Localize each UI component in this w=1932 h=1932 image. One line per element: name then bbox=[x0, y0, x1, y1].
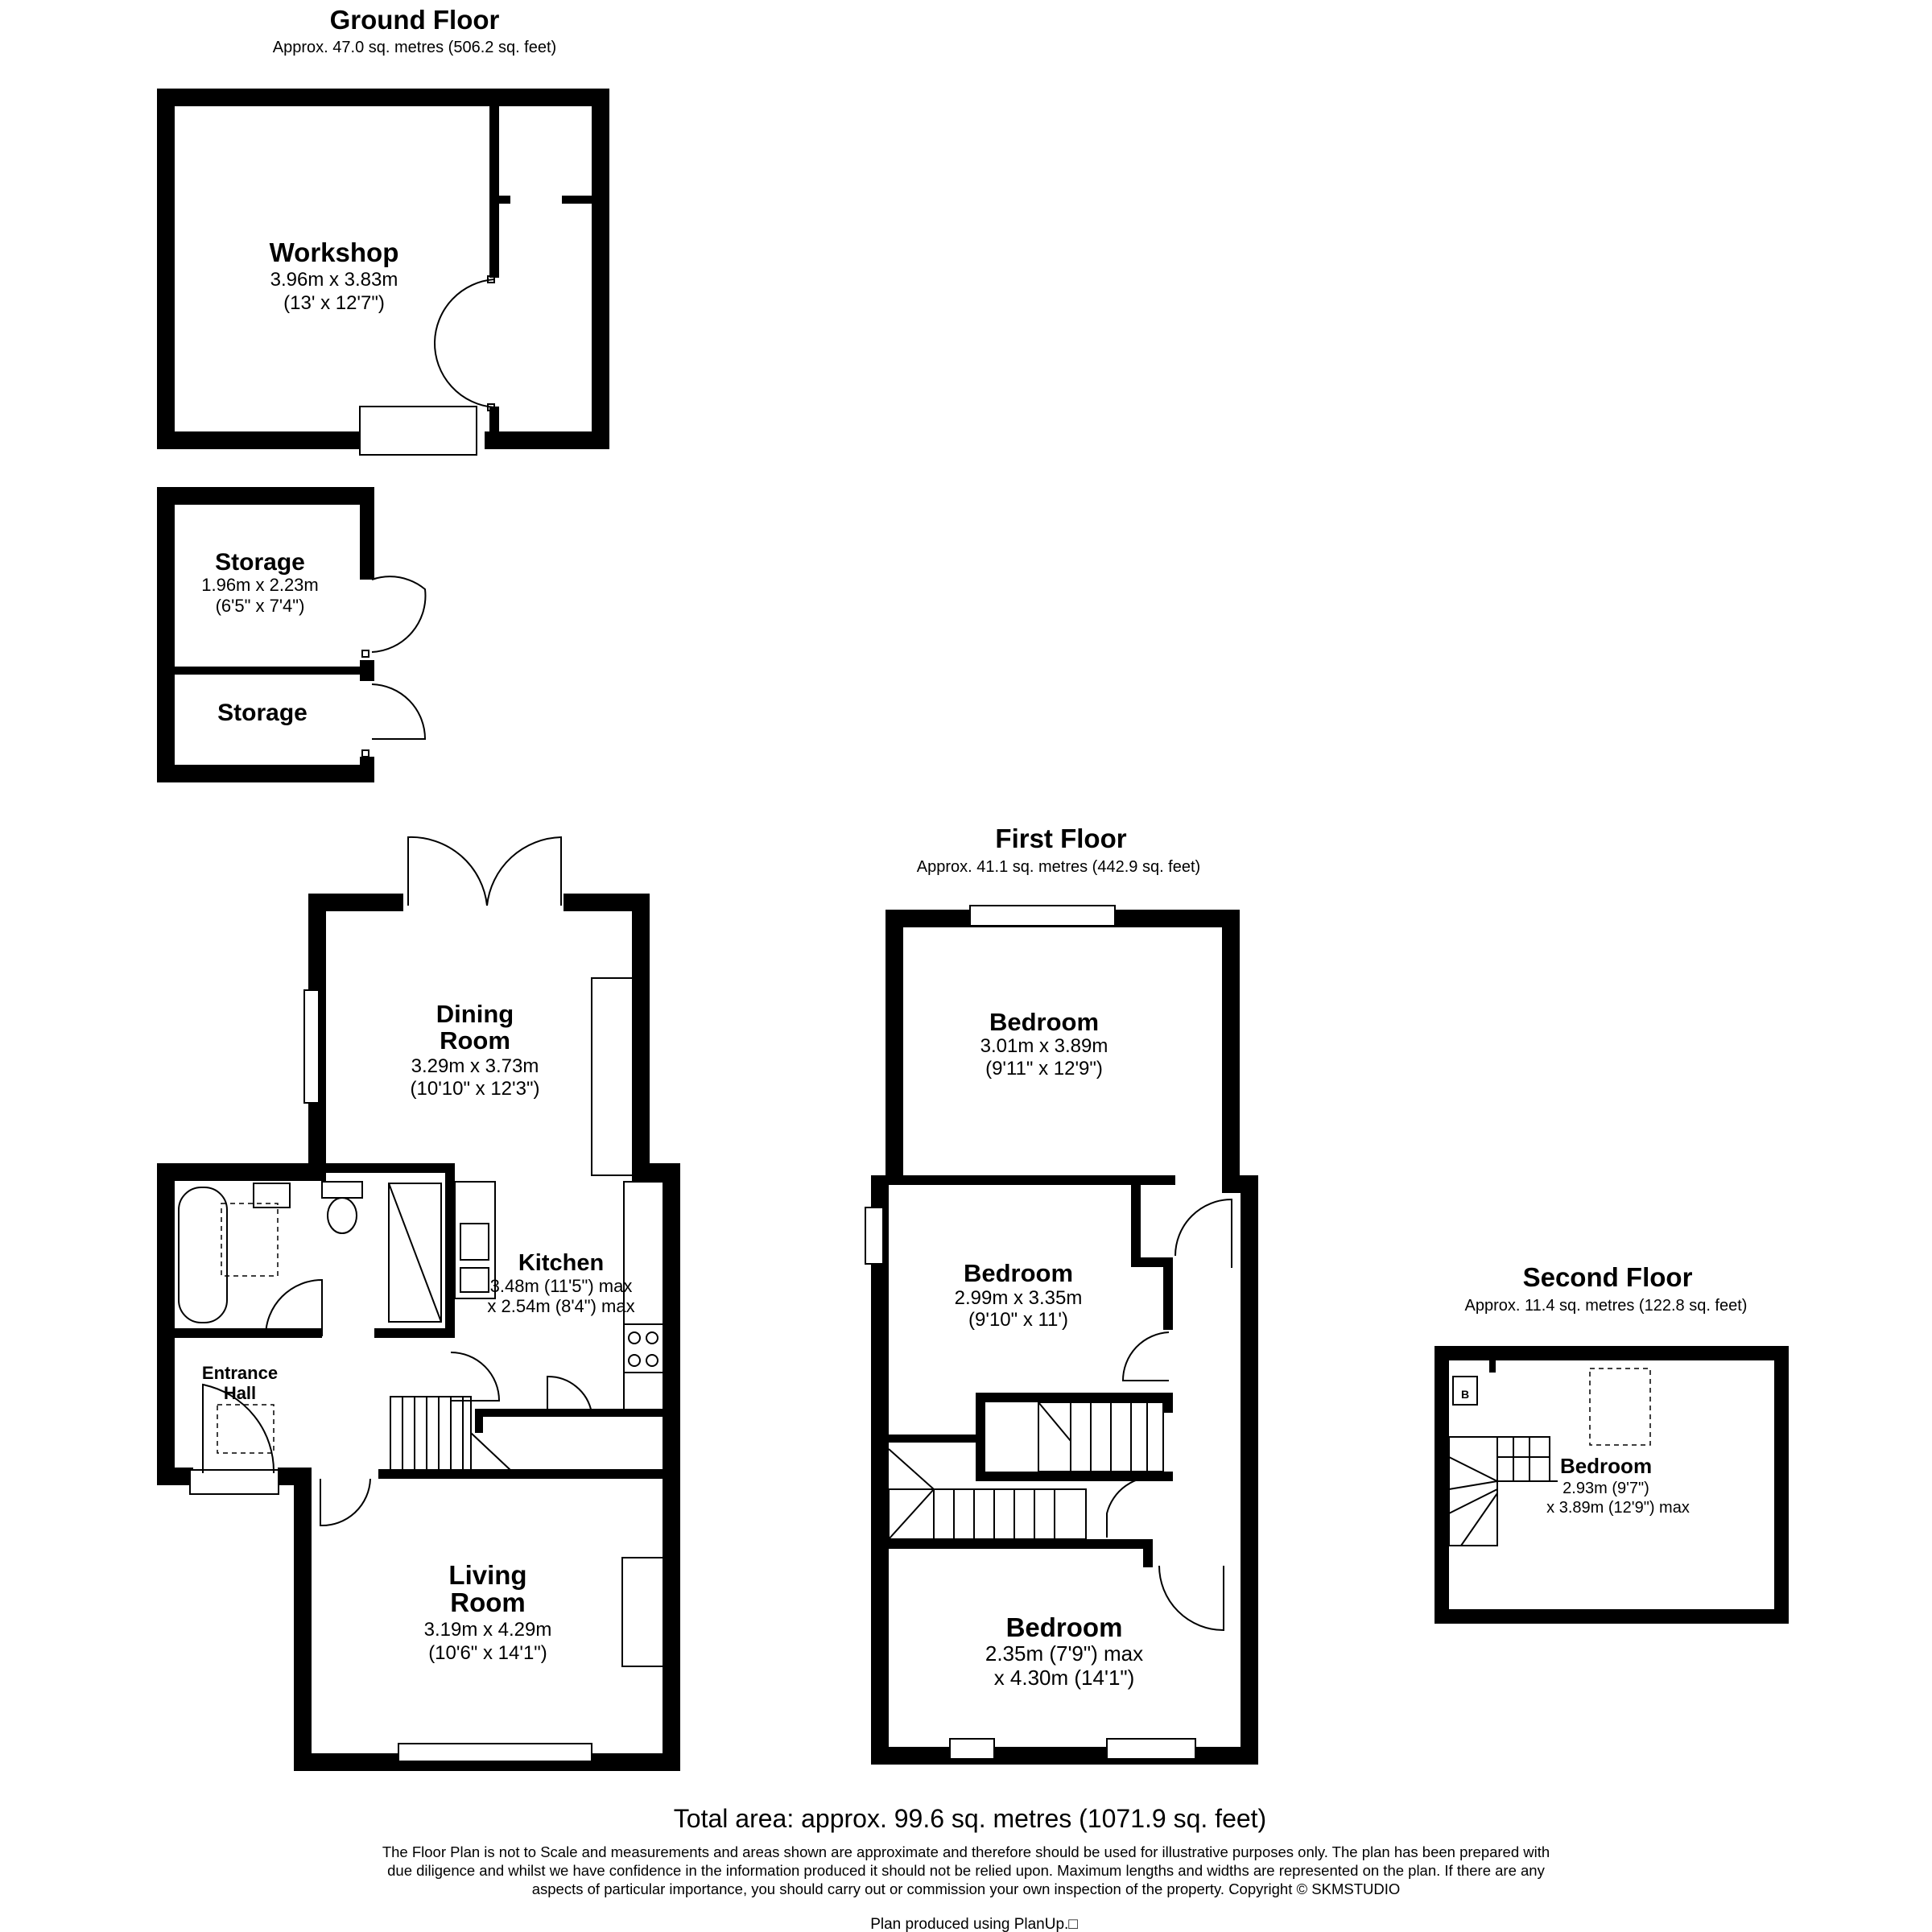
living-chimney-breast bbox=[622, 1558, 664, 1666]
storage1-dimensions-imperial: (6'5" x 7'4") bbox=[215, 596, 305, 616]
bed3-name: Bedroom bbox=[1005, 1612, 1123, 1642]
bed3-window-left bbox=[950, 1739, 994, 1759]
living-dimensions-imperial: (10'6" x 14'1") bbox=[428, 1642, 547, 1664]
bed2-dimensions-imperial: (9'10" x 11') bbox=[968, 1309, 1068, 1331]
bed2-window bbox=[865, 1208, 883, 1264]
bed2-door-swing bbox=[1123, 1332, 1169, 1381]
boiler-label: B bbox=[1460, 1388, 1470, 1401]
ground-floor-title: Ground Floor bbox=[329, 5, 500, 35]
living-dimensions: 3.19m x 4.29m bbox=[423, 1619, 552, 1641]
storage1-name: Storage bbox=[215, 549, 305, 576]
bed3-door-swing bbox=[1159, 1566, 1224, 1630]
bed4-dimensions-2: x 3.89m (12'9") max bbox=[1546, 1499, 1690, 1517]
dining-name-line1: Dining bbox=[436, 1000, 514, 1028]
dining-name-line2: Room bbox=[440, 1026, 510, 1055]
ground-floor-area: Approx. 47.0 sq. metres (506.2 sq. feet) bbox=[272, 39, 557, 56]
bed4-dimensions: 2.93m (9'7") bbox=[1563, 1480, 1649, 1497]
bed2-name: Bedroom bbox=[963, 1259, 1074, 1287]
ground-staircase bbox=[390, 1397, 511, 1471]
bed1-door-swing bbox=[1175, 1199, 1232, 1268]
bed1-name: Bedroom bbox=[989, 1008, 1100, 1036]
kitchen-door-swing bbox=[451, 1352, 499, 1401]
dining-chimney-breast bbox=[592, 978, 634, 1175]
dining-french-door bbox=[408, 837, 487, 906]
workshop-dimensions-imperial: (13' x 12'7") bbox=[283, 292, 385, 314]
workshop-name: Workshop bbox=[269, 237, 399, 267]
kitchen-name: Kitchen bbox=[518, 1250, 605, 1276]
storage-building bbox=[157, 487, 425, 782]
kitchen-dimensions: 3.48m (11'5") max bbox=[489, 1276, 633, 1296]
front-door-step bbox=[190, 1470, 279, 1494]
bed3-dimensions-2: x 4.30m (14'1") bbox=[993, 1666, 1135, 1690]
bed2-dimensions: 2.99m x 3.35m bbox=[954, 1287, 1083, 1309]
disclaimer-line1: The Floor Plan is not to Scale and measurements and areas shown are approximate and therefore should be used for illustrative purposes only. The plan has been prepared with bbox=[382, 1843, 1550, 1860]
entrance-name-line1: Entrance bbox=[201, 1363, 279, 1383]
living-door-swing bbox=[320, 1479, 370, 1525]
living-name-line2: Room bbox=[450, 1587, 526, 1617]
living-window bbox=[398, 1744, 592, 1761]
bed3-dimensions: 2.35m (7'9") max bbox=[985, 1641, 1144, 1666]
bed1-dimensions: 3.01m x 3.89m bbox=[980, 1035, 1108, 1057]
toilet bbox=[322, 1182, 362, 1198]
bed1-dimensions-imperial: (9'11" x 12'9") bbox=[985, 1058, 1103, 1080]
disclaimer-line3: aspects of particular importance, you should carry out or commission your own inspection of the property. Copyright © SKMSTUDIO bbox=[531, 1880, 1401, 1897]
first-floor-area: Approx. 41.1 sq. metres (442.9 sq. feet) bbox=[916, 858, 1201, 876]
disclaimer-line2: due diligence and whilst we have confidence in the information produced it should not be relied upon. Maximum lengths and widths are represented on the plan. If there are any bbox=[387, 1862, 1545, 1879]
first-staircase-up bbox=[1038, 1402, 1163, 1472]
dining-dimensions: 3.29m x 3.73m bbox=[411, 1055, 539, 1077]
kitchen-dimensions-2: x 2.54m (8'4") max bbox=[487, 1296, 635, 1316]
second-staircase bbox=[1449, 1437, 1558, 1546]
storage-door-swing bbox=[372, 576, 425, 652]
workshop-door-swing bbox=[435, 279, 494, 342]
storage1-dimensions: 1.96m x 2.23m bbox=[201, 575, 319, 595]
bath bbox=[179, 1187, 227, 1323]
second-floor-title: Second Floor bbox=[1522, 1262, 1693, 1292]
workshop-window bbox=[360, 407, 477, 455]
dining-dimensions-imperial: (10'10" x 12'3") bbox=[410, 1078, 540, 1100]
living-name-line1: Living bbox=[448, 1560, 527, 1590]
produced-by: Plan produced using PlanUp.□ bbox=[870, 1916, 1078, 1932]
bed1-window bbox=[970, 906, 1115, 926]
kitchen-hob bbox=[624, 1324, 664, 1373]
workshop-dimensions: 3.96m x 3.83m bbox=[270, 269, 398, 291]
bathroom-door-swing bbox=[266, 1280, 322, 1336]
entrance-name-line2: Hall bbox=[223, 1383, 257, 1403]
storage2-name: Storage bbox=[217, 700, 308, 726]
skylight bbox=[1590, 1368, 1650, 1445]
second-floor-area: Approx. 11.4 sq. metres (122.8 sq. feet) bbox=[1464, 1297, 1748, 1315]
bed3-window-right bbox=[1107, 1739, 1195, 1759]
total-area: Total area: approx. 99.6 sq. metres (1071.9 sq. feet) bbox=[673, 1804, 1267, 1833]
first-floor-title: First Floor bbox=[995, 824, 1127, 853]
bed4-name: Bedroom bbox=[1559, 1454, 1653, 1478]
landing-door-swing bbox=[1107, 1477, 1159, 1538]
first-staircase-down bbox=[889, 1449, 1086, 1539]
dining-window bbox=[304, 990, 319, 1103]
